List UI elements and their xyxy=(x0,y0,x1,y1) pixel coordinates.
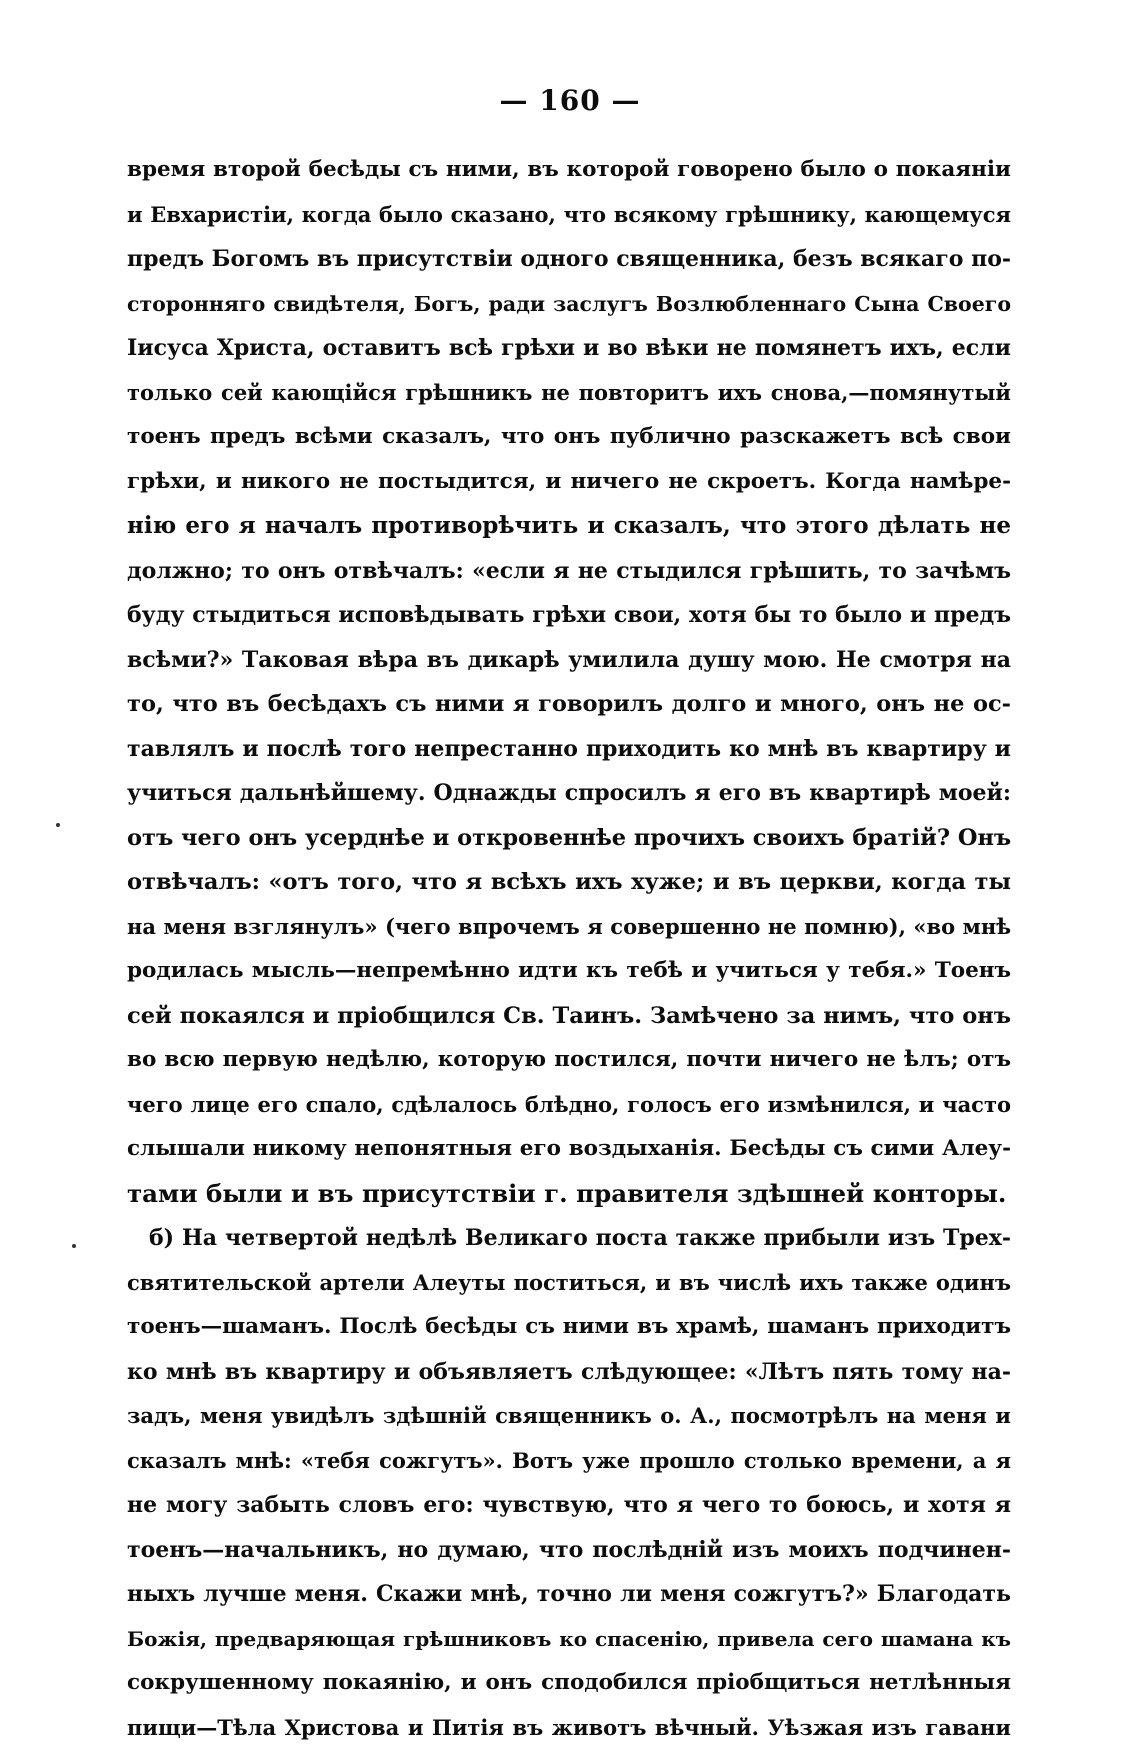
text-line: Божія, предваряющая грѣшниковъ ко спасенію, привела сего шамана къ xyxy=(127,1617,1011,1662)
text-line: сей покаялся и пріобщился Св. Таинъ. Замѣчено за нимъ, что онъ xyxy=(127,994,1011,1039)
section-b-first-line: б) На четвертой недѣлѣ Великаго поста также прибыли изъ Трех- xyxy=(127,1216,1011,1261)
text-line: Іисуса Христа, оставитъ всѣ грѣхи и во вѣки не помянетъ ихъ, если xyxy=(127,326,1011,371)
margin-speck xyxy=(56,823,60,827)
text-line: тоенъ—шаманъ. Послѣ бесѣды съ ними въ храмѣ, шаманъ приходитъ xyxy=(127,1305,1011,1350)
text-line: пищи—Тѣла Христова и Питія въ животъ вѣчный. Уѣзжая изъ гавани xyxy=(127,1706,1011,1750)
text-line: буду стыдиться исповѣдывать грѣхи свои, хотя бы то было и предъ xyxy=(127,593,1011,638)
text-line: задъ, меня увидѣлъ здѣшній священникъ о. А., посмотрѣлъ на меня и xyxy=(127,1394,1011,1439)
text-line: отвѣчалъ: «отъ того, что я всѣхъ ихъ хуже; и въ церкви, когда ты xyxy=(127,860,1011,905)
margin-speck xyxy=(72,1244,76,1248)
text-line: нію его я началъ противорѣчить и сказалъ, что этого дѣлать не xyxy=(127,504,1011,549)
text-line: ко мнѣ въ квартиру и объявляетъ слѣдующее: «Лѣтъ пять тому на- xyxy=(127,1350,1011,1395)
text-line: всѣми?» Таковая вѣра въ дикарѣ умилила душу мою. Не смотря на xyxy=(127,638,1011,683)
paragraph-end-line: тами были и въ присутствіи г. правителя здѣшней конторы. xyxy=(127,1172,1011,1217)
page-number: — 160 — xyxy=(0,84,1140,117)
text-line: тавлялъ и послѣ того непрестанно приходить ко мнѣ въ квартиру и xyxy=(127,727,1011,772)
text-line: и Евхаристіи, когда было сказано, что всякому грѣшнику, кающемуся xyxy=(127,193,1011,238)
text-line: чего лице его спало, сдѣлалось блѣдно, голосъ его измѣнился, и часто xyxy=(127,1083,1011,1128)
text-line: только сей кающійся грѣшникъ не повторитъ ихъ снова,—помянутый xyxy=(127,371,1011,416)
text-line: грѣхи, и никого не постыдится, и ничего не скроетъ. Когда намѣре- xyxy=(127,460,1011,505)
body-text xyxy=(127,148,1011,1750)
text-line: святительской артели Алеуты поститься, и въ числѣ ихъ также одинъ xyxy=(127,1261,1011,1306)
text-line: сторонняго свидѣтеля, Богъ, ради заслугъ Возлюбленнаго Сына Своего xyxy=(127,282,1011,327)
text-line: учиться дальнѣйшему. Однажды спросилъ я его въ квартирѣ моей: xyxy=(127,771,1011,816)
text-line: сокрушенному покаянію, и онъ сподобился пріобщиться нетлѣнныя xyxy=(127,1661,1011,1706)
text-line: родилась мысль—непремѣнно идти къ тебѣ и учиться у тебя.» Тоенъ xyxy=(127,949,1011,994)
text-line: сказалъ мнѣ: «тебя сожгутъ». Вотъ уже прошло столько времени, а я xyxy=(127,1439,1011,1484)
text-line: то, что въ бесѣдахъ съ ними я говорилъ долго и много, онъ не ос- xyxy=(127,682,1011,727)
text-line: ныхъ лучше меня. Скажи мнѣ, точно ли меня сожгутъ?» Благодать xyxy=(127,1572,1011,1617)
text-line: отъ чего онъ усерднѣе и откровеннѣе прочихъ своихъ братій? Онъ xyxy=(127,816,1011,861)
text-line: предъ Богомъ въ присутствіи одного священника, безъ всякаго по- xyxy=(127,237,1011,282)
text-line: слышали никому непонятныя его воздыханія. Бесѣды съ сими Алеу- xyxy=(127,1127,1011,1172)
text-line: время второй бесѣды съ ними, въ которой говорено было о покаяніи xyxy=(127,148,1011,193)
text-line: должно; то онъ отвѣчалъ: «если я не стыдился грѣшить, то зачѣмъ xyxy=(127,549,1011,594)
text-line: тоенъ—начальникъ, но думаю, что послѣдній изъ моихъ подчинен- xyxy=(127,1528,1011,1573)
text-line: на меня взглянулъ» (чего впрочемъ я совершенно не помню), «во мнѣ xyxy=(127,905,1011,950)
text-line: во всю первую недѣлю, которую постился, почти ничего не ѣлъ; отъ xyxy=(127,1038,1011,1083)
text-line: тоенъ предъ всѣми сказалъ, что онъ публично разскажетъ всѣ свои xyxy=(127,415,1011,460)
text-line: не могу забыть словъ его: чувствую, что я чего то боюсь, и хотя я xyxy=(127,1483,1011,1528)
